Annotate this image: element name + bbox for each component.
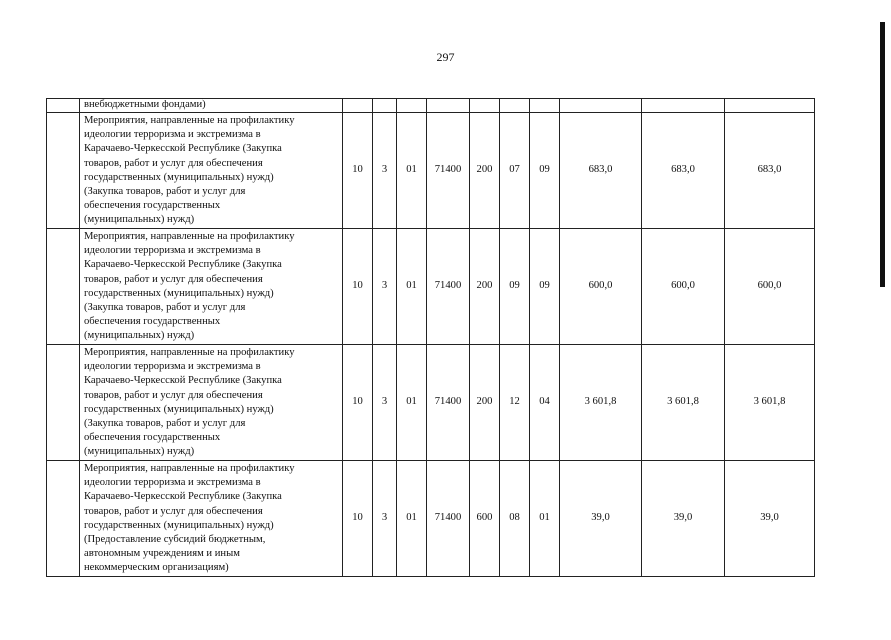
table-row: [47, 229, 815, 345]
description-line: товаров, работ и услуг для обеспечения: [84, 389, 263, 401]
code-5-cell: 200: [470, 229, 500, 345]
scan-edge-mark: [880, 22, 885, 287]
row-number-cell: [47, 345, 80, 461]
code-1-cell: 10: [343, 461, 373, 577]
description-line: государственных (муниципальных) нужд): [84, 171, 274, 183]
description-cell: [80, 229, 343, 345]
page-number: 297: [436, 50, 455, 64]
table-row: [47, 345, 815, 461]
description-line: (Закупка товаров, работ и услуг для: [84, 186, 246, 198]
description-line: государственных (муниципальных) нужд): [84, 519, 274, 531]
description-line: (муниципальных) нужд): [84, 214, 195, 226]
description-cell: [80, 113, 343, 229]
description-line: обеспечения государственных: [84, 432, 221, 444]
description-line: Карачаево-Черкесской Республике (Закупка: [84, 259, 282, 271]
description-cell: [80, 461, 343, 577]
table-row: [47, 461, 815, 577]
description-line: Карачаево-Черкесской Республике (Закупка: [84, 143, 282, 155]
description-line: товаров, работ и услуг для обеспечения: [84, 505, 263, 517]
description-line: (Закупка товаров, работ и услуг для: [84, 302, 246, 314]
description-line: обеспечения государственных: [84, 316, 221, 328]
code-7-cell: 09: [530, 113, 560, 229]
amount-2-cell: 39,0: [642, 461, 725, 577]
description-line: Мероприятия, направленные на профилактику: [84, 463, 295, 474]
empty-cell: [560, 99, 642, 113]
code-2-cell: 3: [373, 345, 397, 461]
empty-cell: [427, 99, 470, 113]
amount-2-cell: 3 601,8: [642, 345, 725, 461]
empty-cell: [470, 99, 500, 113]
description-line: государственных (муниципальных) нужд): [84, 287, 274, 299]
description-line: идеологии терроризма и экстремизма в: [84, 361, 261, 373]
code-4-cell: 71400: [427, 113, 470, 229]
description-line: идеологии терроризма и экстремизма в: [84, 245, 261, 257]
description-line: государственных (муниципальных) нужд): [84, 403, 274, 415]
code-6-cell: 08: [500, 461, 530, 577]
amount-3-cell: 600,0: [725, 229, 815, 345]
budget-table: [46, 98, 815, 577]
table-row: [47, 113, 815, 229]
amount-1-cell: 39,0: [560, 461, 642, 577]
code-5-cell: 200: [470, 113, 500, 229]
empty-cell: [500, 99, 530, 113]
code-1-cell: 10: [343, 229, 373, 345]
empty-cell: [642, 99, 725, 113]
description-line: некоммерческим организациям): [84, 562, 229, 574]
description-line: обеспечения государственных: [84, 200, 221, 212]
amount-1-cell: 3 601,8: [560, 345, 642, 461]
description-line: (Закупка товаров, работ и услуг для: [84, 418, 246, 430]
code-5-cell: 600: [470, 461, 500, 577]
description-line: (муниципальных) нужд): [84, 330, 195, 342]
description-line: Карачаево-Черкесской Республике (Закупка: [84, 491, 282, 503]
amount-3-cell: 3 601,8: [725, 345, 815, 461]
code-3-cell: 01: [397, 229, 427, 345]
empty-cell: [343, 99, 373, 113]
table-row: [47, 99, 815, 113]
empty-cell: [725, 99, 815, 113]
description-line: Мероприятия, направленные на профилактику: [84, 231, 295, 242]
code-4-cell: 71400: [427, 461, 470, 577]
code-5-cell: 200: [470, 345, 500, 461]
empty-cell: [397, 99, 427, 113]
code-2-cell: 3: [373, 229, 397, 345]
code-3-cell: 01: [397, 345, 427, 461]
description-cell: [80, 345, 343, 461]
amount-2-cell: 600,0: [642, 229, 725, 345]
code-3-cell: 01: [397, 461, 427, 577]
empty-cell: [373, 99, 397, 113]
code-7-cell: 01: [530, 461, 560, 577]
code-6-cell: 09: [500, 229, 530, 345]
code-3-cell: 01: [397, 113, 427, 229]
amount-2-cell: 683,0: [642, 113, 725, 229]
row-number-cell: [47, 461, 80, 577]
code-4-cell: 71400: [427, 345, 470, 461]
code-7-cell: 09: [530, 229, 560, 345]
description-cell: внебюджетными фондами): [80, 99, 343, 113]
description-line: (муниципальных) нужд): [84, 446, 195, 458]
row-number-cell: [47, 229, 80, 345]
amount-3-cell: 39,0: [725, 461, 815, 577]
description-line: Мероприятия, направленные на профилактику: [84, 347, 295, 358]
description-line: идеологии терроризма и экстремизма в: [84, 477, 261, 489]
description-line: (Предоставление субсидий бюджетным,: [84, 534, 266, 546]
description-line: Карачаево-Черкесской Республике (Закупка: [84, 375, 282, 387]
description-line: Мероприятия, направленные на профилактику: [84, 115, 295, 126]
code-6-cell: 07: [500, 113, 530, 229]
amount-1-cell: 600,0: [560, 229, 642, 345]
amount-3-cell: 683,0: [725, 113, 815, 229]
code-6-cell: 12: [500, 345, 530, 461]
amount-1-cell: 683,0: [560, 113, 642, 229]
row-number-cell: [47, 99, 80, 113]
code-1-cell: 10: [343, 345, 373, 461]
description-line: автономным учреждениям и иным: [84, 548, 240, 560]
code-1-cell: 10: [343, 113, 373, 229]
code-4-cell: 71400: [427, 229, 470, 345]
description-line: идеологии терроризма и экстремизма в: [84, 129, 261, 141]
description-line: товаров, работ и услуг для обеспечения: [84, 157, 263, 169]
code-2-cell: 3: [373, 461, 397, 577]
code-2-cell: 3: [373, 113, 397, 229]
code-7-cell: 04: [530, 345, 560, 461]
description-line: товаров, работ и услуг для обеспечения: [84, 273, 263, 285]
empty-cell: [530, 99, 560, 113]
row-number-cell: [47, 113, 80, 229]
